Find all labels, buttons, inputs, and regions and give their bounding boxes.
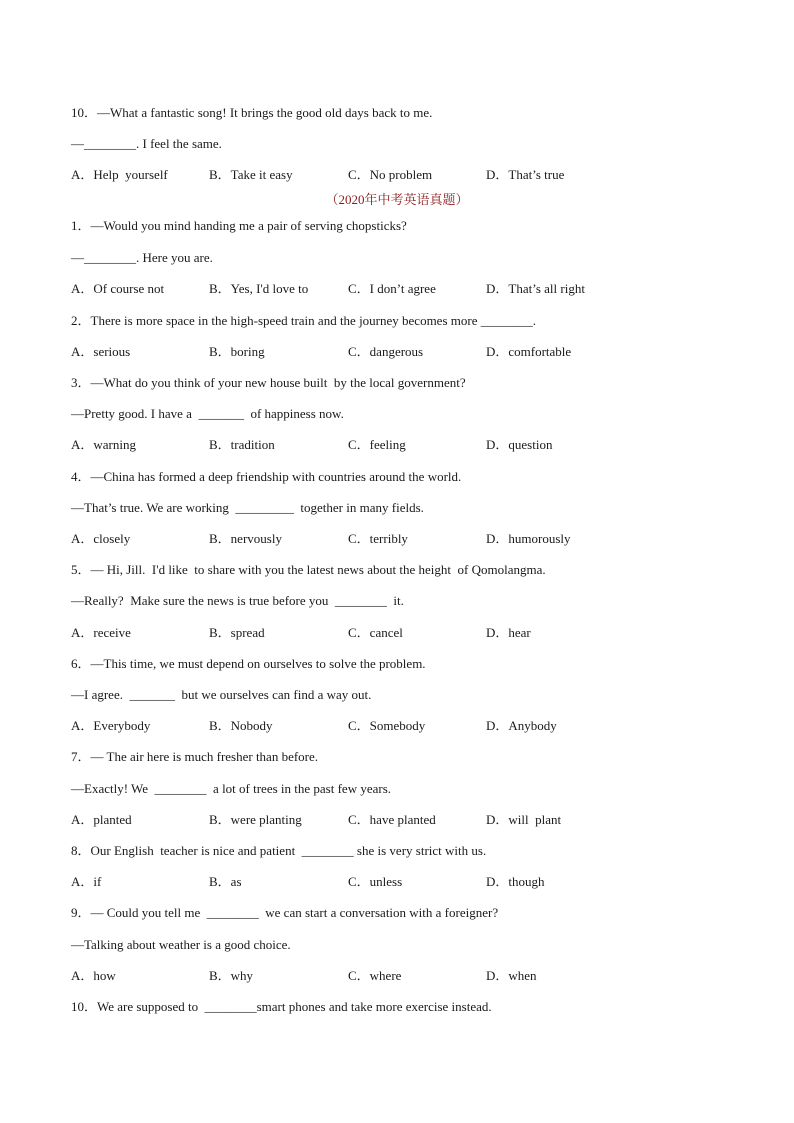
question-1-option-a: A．Of course not: [71, 281, 165, 296]
question-7-option-d: D．will plant: [486, 812, 562, 827]
question-8-option-a: A．if: [71, 874, 102, 889]
question-1-option-d: D．That’s all right: [486, 281, 585, 296]
question-3-option-b: B．tradition: [209, 437, 275, 452]
question-2-option-d: D．comfortable: [486, 344, 572, 359]
question-6-option-b: B．Nobody: [209, 718, 273, 733]
question-7-option-a: A．planted: [71, 812, 132, 827]
question-9-option-b: B．why: [209, 968, 254, 983]
question-10-prev-option-a: A．Help yourself: [71, 167, 168, 182]
question-2-stem: 2．There is more space in the high-speed train and the journey becomes more ________.: [71, 313, 536, 328]
question-9-option-a: A．how: [71, 968, 116, 983]
question-4-reply: —That’s true. We are working _________ together in many fields.: [71, 500, 424, 515]
question-8-stem: 8．Our English teacher is nice and patient ________ she is very strict with us.: [71, 843, 487, 858]
question-9-option-d: D．when: [486, 968, 537, 983]
question-7-option-c: C．have planted: [348, 812, 436, 827]
question-1-stem: 1．—Would you mind handing me a pair of serving chopsticks?: [71, 218, 407, 233]
question-9-stem: 9．— Could you tell me ________ we can start a conversation with a foreigner?: [71, 905, 499, 920]
question-5-option-d: D．hear: [486, 625, 531, 640]
question-10-stem: 10．We are supposed to ________smart phones and take more exercise instead.: [71, 999, 492, 1014]
question-4-option-d: D．humorously: [486, 531, 571, 546]
question-1-reply: —________. Here you are.: [71, 250, 213, 265]
question-4-option-b: B．nervously: [209, 531, 282, 546]
question-3-option-d: D．question: [486, 437, 553, 452]
question-9-reply: —Talking about weather is a good choice.: [71, 937, 291, 952]
question-10-prev-option-d: D．That’s true: [486, 167, 565, 182]
question-4-stem: 4．—China has formed a deep friendship with countries around the world.: [71, 469, 462, 484]
question-6-option-d: D．Anybody: [486, 718, 557, 733]
question-6-option-a: A．Everybody: [71, 718, 151, 733]
question-10-prev-stem: 10．—What a fantastic song! It brings the good old days back to me.: [71, 105, 433, 120]
question-8-option-b: B．as: [209, 874, 242, 889]
question-5-stem: 5．— Hi, Jill. I'd like to share with you the latest news about the height of Qomolangma.: [71, 562, 546, 577]
question-6-reply: —I agree. _______ but we ourselves can find a way out.: [71, 687, 372, 702]
question-5-option-b: B．spread: [209, 625, 265, 640]
question-10-prev-option-b: B．Take it easy: [209, 167, 293, 182]
question-2-option-b: B．boring: [209, 344, 265, 359]
question-3-stem: 3．—What do you think of your new house built by the local government?: [71, 375, 466, 390]
question-3-reply: —Pretty good. I have a _______ of happiness now.: [71, 406, 344, 421]
question-8-option-d: D．though: [486, 874, 545, 889]
section-title: （2020年中考英语真题）: [325, 192, 469, 207]
question-9-option-c: C．where: [348, 968, 402, 983]
question-6-stem: 6．—This time, we must depend on ourselves to solve the problem.: [71, 656, 426, 671]
question-10-prev-option-c: C．No problem: [348, 167, 433, 182]
question-3-option-a: A．warning: [71, 437, 136, 452]
question-4-option-a: A．closely: [71, 531, 131, 546]
question-7-reply: —Exactly! We ________ a lot of trees in the past few years.: [71, 781, 392, 796]
question-2-option-a: A．serious: [71, 344, 131, 359]
question-4-option-c: C．terribly: [348, 531, 408, 546]
question-3-option-c: C．feeling: [348, 437, 406, 452]
question-8-option-c: C．unless: [348, 874, 403, 889]
question-6-option-c: C．Somebody: [348, 718, 426, 733]
question-7-option-b: B．were planting: [209, 812, 302, 827]
question-1-option-b: B．Yes, I'd love to: [209, 281, 309, 296]
question-7-stem: 7．— The air here is much fresher than before.: [71, 749, 319, 764]
question-5-option-c: C．cancel: [348, 625, 403, 640]
question-2-option-c: C．dangerous: [348, 344, 424, 359]
question-5-option-a: A．receive: [71, 625, 131, 640]
question-5-reply: —Really? Make sure the news is true before you ________ it.: [71, 593, 404, 608]
question-10-prev-reply: —________. I feel the same.: [71, 136, 222, 151]
question-1-option-c: C．I don’t agree: [348, 281, 436, 296]
